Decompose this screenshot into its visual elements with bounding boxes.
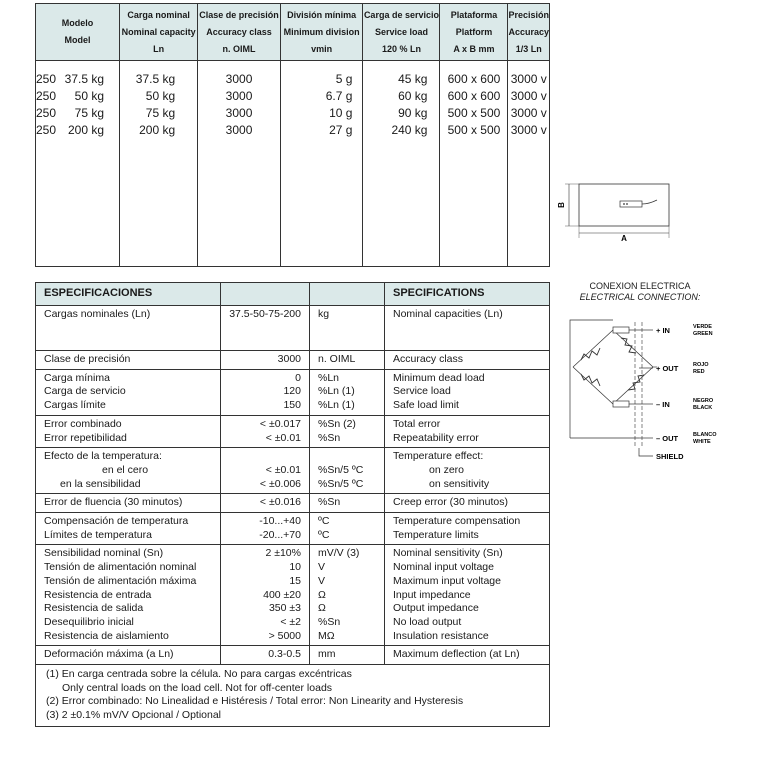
accuracy-class-column: 3000 3000 3000 3000 [198,61,281,267]
header-model: Modelo Model [36,4,120,61]
connection-title: CONEXION ELECTRICA ELECTRICAL CONNECTION: [579,281,701,302]
wire-color-black-en: BLACK [693,405,713,411]
spec-header-es: ESPECIFICACIONES [36,283,221,306]
min-division-column: 5 g 6.7 g 10 g 27 g [280,61,363,267]
header-service-load: Carga de servicio Service load 120 % Ln [363,4,440,61]
wire-signal-plus-out: + OUT [656,364,679,373]
platform-label-a: A [621,234,627,243]
spec-row: Error combinado Error repetibilidad < ±0.017 < ±0.01 %Sn (2) %Sn Total error Repeatability error [36,415,550,447]
wire-shield: SHIELD [656,452,684,461]
product-table-body [36,61,550,267]
spec-notes-row [36,665,550,727]
table-row: 250 50 kg [36,89,105,103]
product-table [35,3,550,267]
header-capacity: Carga nominal Nominal capacity Ln [120,4,198,61]
spec-row: Deformación máxima (a Ln) 0.3-0.5 mm Maximum deflection (at Ln) [36,646,550,665]
header-platform: Plataforma Platform A x B mm [440,4,508,61]
note-3: (3) 2 ±0.1% mV/V Opcional / Optional [46,709,222,722]
product-table-header [36,4,550,61]
table-row: 250 75 kg [36,106,105,120]
specifications-table [35,282,550,727]
spec-row: Clase de precisión 3000 n. OIML Accuracy class [36,351,550,370]
spec-row: Carga mínima Carga de servicio Cargas límite 0 120 150 %Ln %Ln (1) %Ln (1) Minimum dead load Service load Safe load limit [36,369,550,415]
platform-column: 600 x 600 600 x 600 500 x 500 500 x 500 [440,61,508,267]
table-row: 250 37.5 kg [36,72,105,86]
wiring-diagram [565,312,735,462]
wire-color-white-es: BLANCO [693,432,717,438]
service-load-column: 45 kg 60 kg 90 kg 240 kg [363,61,440,267]
header-accuracy: Precisión Accuracy 1/3 Ln [508,4,550,61]
header-min-division: División mínima Minimum division vmin [280,4,363,61]
wire-color-white-en: WHITE [693,439,711,445]
wire-signal-minus-out: – OUT [656,434,679,443]
header-accuracy-class: Clase de precisión Accuracy class n. OIML [198,4,281,61]
wire-color-red-en: RED [693,369,705,375]
spec-row: Error de fluencia (30 minutos) < ±0.016 %Sn Creep error (30 minutos) [36,494,550,513]
spec-notes [36,665,550,727]
wire-color-green-en: GREEN [693,331,713,337]
spec-row: Sensibilidad nominal (Sn) Tensión de alimentación nominal Tensión de alimentación máxima Resistencia de entrada Resistencia de salida Desequilibrio inicial Resistencia de aislamiento 2 ±10% 10 15 400 ±20 350 ±3 < ±2 > 5000 mV/V (3) V V Ω Ω %Sn MΩ Nominal sensitivity (Sn) Nominal input voltage Maximum input voltage Input impedance Output impedance No load output Insulation resistance [36,545,550,646]
table-row: 250 200 kg [36,123,105,137]
spec-row: Efecto de la temperatura: en el cero en la sensibilidad < ±0.01 < ±0.006 %Sn/5 ºC %Sn/5 ºC Temperature effect: on zero on sensitivity [36,448,550,494]
note-2: (2) Error combinado: No Linealidad e Histéresis / Total error: Non Linearity and Hysteresis [46,695,464,708]
wire-signal-plus-in: + IN [656,326,670,335]
platform-label-b: B [557,202,566,208]
wire-color-green-es: VERDE [693,324,712,330]
spec-header-row [36,283,550,306]
note-1-en: Only central loads on the load cell. Not for off-center loads [62,681,333,694]
wire-signal-minus-in: – IN [656,400,670,409]
platform-drawing [545,178,685,248]
accuracy-column: 3000 v 3000 v 3000 v 3000 v [508,61,550,267]
wire-color-red-es: ROJO [693,362,709,368]
spec-row: Compensación de temperatura Límites de temperatura -10...+40 -20...+70 ºC ºC Temperature compensation Temperature limits [36,513,550,545]
model-column [36,61,120,267]
spec-header-en: SPECIFICATIONS [385,283,550,306]
spec-row: Cargas nominales (Ln) 37.5-50-75-200 kg Nominal capacities (Ln) [36,306,550,351]
note-1: (1) En carga centrada sobre la célula. No para cargas excéntricas [46,668,352,681]
wire-color-black-es: NEGRO [693,398,714,404]
capacity-column: 37.5 kg 50 kg 75 kg 200 kg [120,61,198,267]
